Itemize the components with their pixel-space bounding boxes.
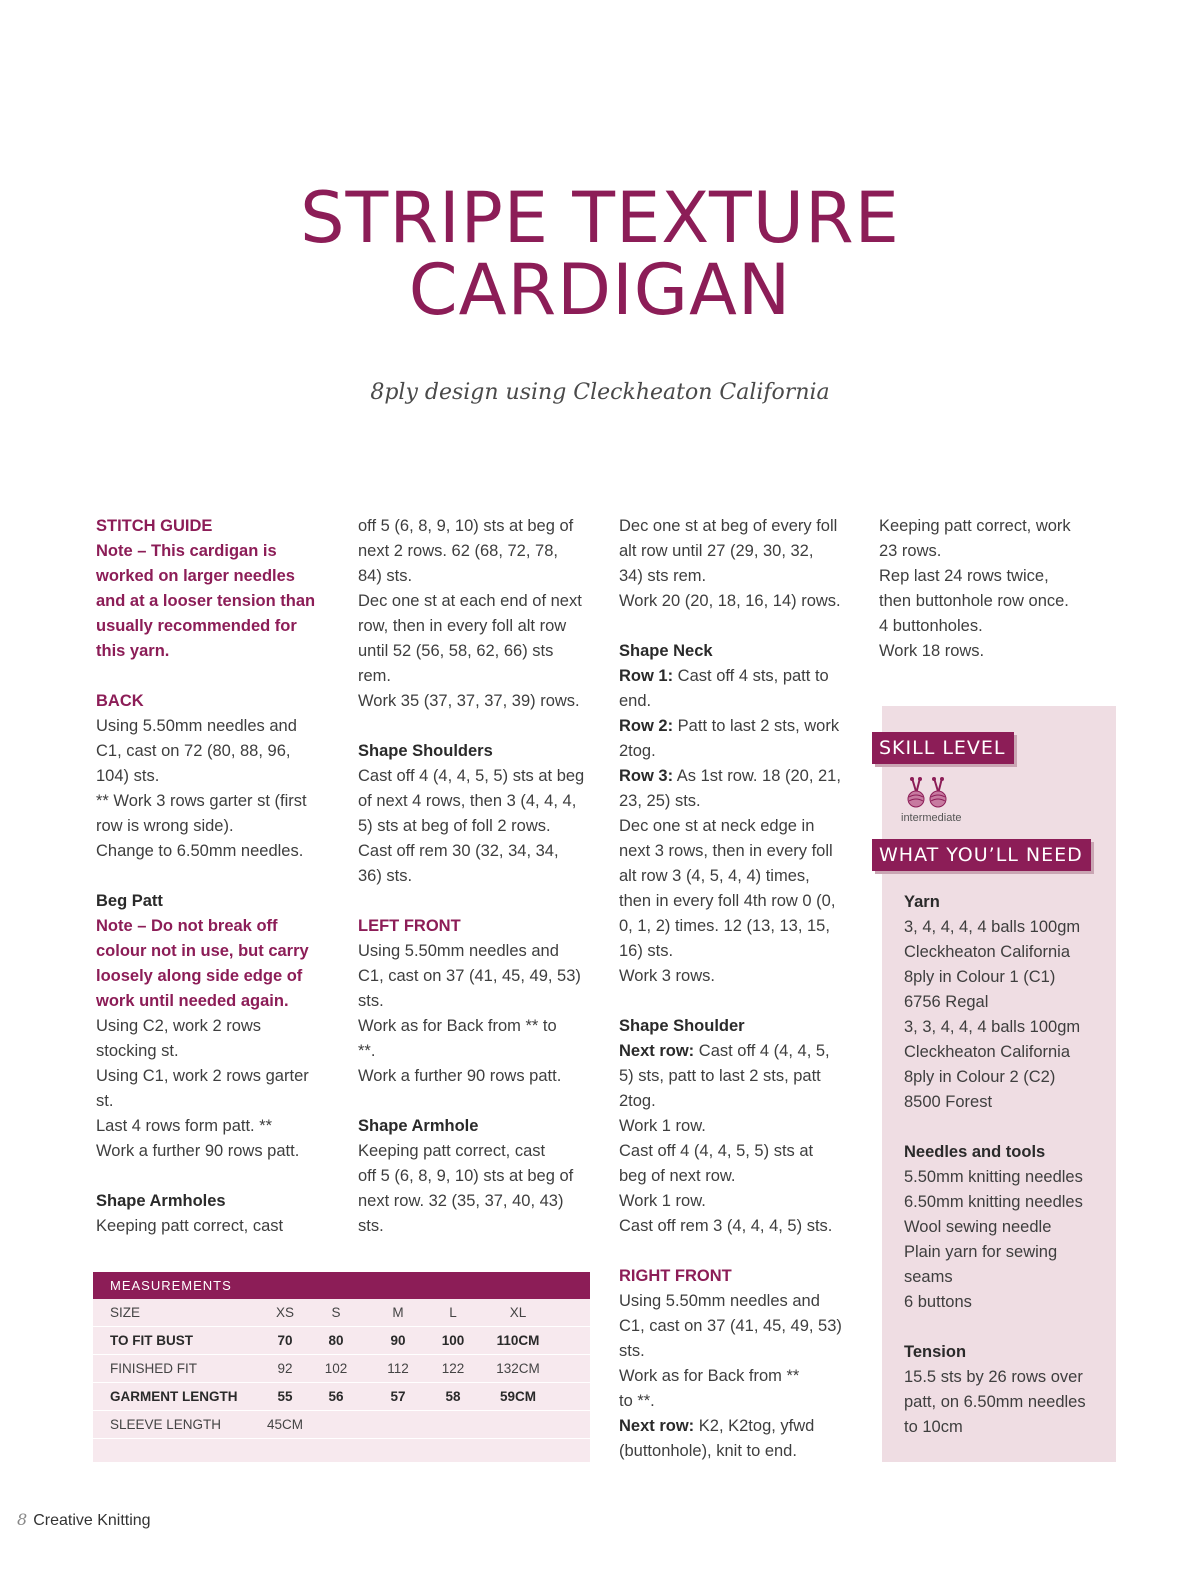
text-line [904,1040,1109,1065]
text-line [904,1190,1109,1215]
table-cell: XS [275,1305,294,1320]
line-text: and at a looser tension than [96,592,316,610]
spacer [358,1089,598,1114]
row-header-cell: FINISHED FIT [110,1361,197,1376]
line-text: Work as for Back from ** to [358,1017,557,1035]
materials-list [904,890,1109,1440]
text-line [96,1139,336,1164]
line-text: next 2 rows. 62 (68, 72, 78, [358,542,558,560]
line-text: Keeping patt correct, cast [96,1217,284,1235]
page-number: 8 [17,1510,28,1529]
line-text: Shape Neck [619,642,713,660]
line-text: Needles and tools [904,1143,1046,1161]
table-cell: 90 [390,1333,406,1348]
line-text: 2tog. [619,1092,656,1110]
text-line [904,1065,1109,1090]
table-cell: 122 [441,1361,465,1376]
line-text: then buttonhole row once. [879,592,1069,610]
text-line [619,914,859,939]
table-cell: 102 [324,1361,348,1376]
column-4 [879,514,1104,664]
text-line [358,1064,598,1089]
line-text: 8500 Forest [904,1093,993,1111]
line-text: STITCH GUIDE [96,517,213,535]
text-line [96,814,336,839]
text-line [358,689,598,714]
line-text: rem. [358,667,391,685]
text-line [879,589,1104,614]
column-1 [96,514,336,1239]
text-line [358,864,598,889]
text-line [96,1014,336,1039]
text-line [879,614,1104,639]
text-line [96,1114,336,1139]
line-text: Cast off 4 sts, patt to [673,667,829,685]
table-cell: 57 [390,1389,406,1404]
text-line [904,1240,1109,1265]
line-text: 23, 25) sts. [619,792,701,810]
line-text: Keeping patt correct, work [879,517,1071,535]
row-header-cell: SIZE [110,1305,141,1320]
line-text: Shape Armhole [358,1117,479,1135]
section-heading [96,514,336,539]
row-header-cell: TO FIT BUST [110,1333,193,1348]
text-line [96,1064,336,1089]
note-line [96,564,336,589]
section-heading [96,689,336,714]
table-row [93,1299,590,1327]
text-line [358,939,598,964]
line-text: of next 4 rows, then 3 (4, 4, 4, [358,792,577,810]
text-line [358,964,598,989]
table-cell: 100 [441,1333,465,1348]
text-line [904,1015,1109,1040]
text-line [619,1089,859,1114]
line-text: Dec one st at neck edge in [619,817,815,835]
line-text: st. [96,1092,114,1110]
note-line [96,589,336,614]
table-row [93,1355,590,1383]
table-cell: L [449,1305,457,1320]
line-text: next 3 rows, then in every foll [619,842,833,860]
text-line [619,539,859,564]
text-line [619,889,859,914]
text-line [619,964,859,989]
line-text: Plain yarn for sewing [904,1243,1058,1261]
row-header-cell: GARMENT LENGTH [110,1389,238,1404]
line-text: Shape Shoulder [619,1017,745,1035]
text-line [619,764,859,789]
text-line [619,789,859,814]
text-line [358,764,598,789]
line-text: Cast off rem 3 (4, 4, 4, 5) sts. [619,1217,833,1235]
measurements-heading: MEASUREMENTS [93,1272,590,1299]
table-cell: 59CM [499,1389,536,1404]
text-line [619,1064,859,1089]
text-line [619,814,859,839]
section-heading [904,1340,1109,1365]
section-heading [358,1114,598,1139]
line-text: **. [358,1042,376,1060]
section-heading [619,639,859,664]
note-line [96,989,336,1014]
line-text: patt, on 6.50mm needles [904,1393,1086,1411]
text-line [619,1214,859,1239]
note-line [96,914,336,939]
line-text: sts. [358,992,384,1010]
table-cell: S [331,1305,341,1320]
line-text: Using 5.50mm needles and [358,942,559,960]
line-text: 6 buttons [904,1293,972,1311]
table-cell: 110CM [496,1333,540,1348]
row-label: Row 1: [619,667,674,685]
text-line [358,664,598,689]
line-text: C1, cast on 72 (80, 88, 96, [96,742,291,760]
text-line [96,714,336,739]
section-heading [619,1014,859,1039]
line-text: stocking st. [96,1042,179,1060]
text-line [619,1314,859,1339]
table-row [93,1383,590,1411]
table-cell: XL [509,1305,527,1320]
text-line [358,1039,598,1064]
table-row [93,1411,590,1439]
section-heading [619,1264,859,1289]
table-cell: 80 [328,1333,344,1348]
line-text: Work a further 90 rows patt. [358,1067,562,1085]
column-2 [358,514,598,1239]
line-text: Work 3 rows. [619,967,715,985]
line-text: 2tog. [619,742,656,760]
line-text: As 1st row. 18 (20, 21, [673,767,841,785]
line-text: 5.50mm knitting needles [904,1168,1083,1186]
note-line [96,964,336,989]
page-title [0,177,1200,331]
line-text: Shape Armholes [96,1192,226,1210]
line-text: 4 buttonholes. [879,617,983,635]
line-text: Work 35 (37, 37, 37, 39) rows. [358,692,580,710]
line-text: end. [619,692,652,710]
text-line [358,614,598,639]
line-text: Work 18 rows. [879,642,985,660]
line-text: until 52 (56, 58, 62, 66) sts [358,642,554,660]
text-line [96,1214,336,1239]
text-line [619,589,859,614]
text-line [904,1165,1109,1190]
text-line [96,1039,336,1064]
line-text: alt row until 27 (29, 30, 32, [619,542,814,560]
line-text: Beg Patt [96,892,163,910]
section-heading [358,739,598,764]
note-line [96,614,336,639]
table-cell: M [392,1305,404,1320]
line-text: 15.5 sts by 26 rows over [904,1368,1083,1386]
text-line [619,1164,859,1189]
text-line [619,1139,859,1164]
table-cell: 45CM [266,1417,303,1432]
text-line [619,664,859,689]
text-line [904,990,1109,1015]
line-text: Dec one st at beg of every foll [619,517,838,535]
text-line [358,789,598,814]
line-text: Cleckheaton California [904,1043,1071,1061]
note-line [96,939,336,964]
text-line [358,1164,598,1189]
text-line [904,940,1109,965]
text-line [358,1014,598,1039]
text-line [619,839,859,864]
line-text: 5) sts, patt to last 2 sts, patt [619,1067,821,1085]
text-line [358,589,598,614]
spacer [358,714,598,739]
line-text: K2, K2tog, yfwd [694,1417,815,1435]
text-line [619,514,859,539]
section-heading [904,1140,1109,1165]
measurements-table [93,1272,590,1462]
text-line [619,564,859,589]
line-text: worked on larger needles [96,567,295,585]
text-line [619,714,859,739]
text-line [358,989,598,1014]
line-text: Note – This cardigan is [96,542,277,560]
line-text: work until needed again. [96,992,289,1010]
text-line [619,1289,859,1314]
line-text: Dec one st at each end of next [358,592,582,610]
publication-name: Creative Knitting [33,1512,151,1529]
skill-level-heading: SKILL LEVEL [872,732,1014,764]
text-line [904,1265,1109,1290]
text-line [619,864,859,889]
line-text: 0, 1, 2) times. 12 (13, 13, 15, [619,917,830,935]
line-text: 36) sts. [358,867,413,885]
line-text: Wool sewing needle [904,1218,1052,1236]
line-text: row, then in every foll alt row [358,617,567,635]
table-cell: 56 [328,1389,344,1404]
line-text: sts. [619,1342,645,1360]
line-text: Last 4 rows form patt. ** [96,1117,273,1135]
text-line [619,1439,859,1464]
text-line [358,639,598,664]
line-text: Patt to last 2 sts, work [673,717,840,735]
note-line [96,539,336,564]
spacer [619,614,859,639]
line-text: Work 1 row. [619,1192,706,1210]
line-text: Cleckheaton California [904,943,1071,961]
line-text: sts. [358,1217,384,1235]
spacer [96,864,336,889]
text-line [358,1189,598,1214]
line-text: alt row 3 (4, 5, 4, 4) times, [619,867,810,885]
line-text: to 10cm [904,1418,963,1436]
spacer [904,1115,1109,1140]
line-text: Work 20 (20, 18, 16, 14) rows. [619,592,841,610]
line-text: off 5 (6, 8, 9, 10) sts at beg of [358,1167,574,1185]
spacer [904,1315,1109,1340]
text-line [879,564,1104,589]
line-text: Yarn [904,893,940,911]
text-line [96,789,336,814]
line-text: row is wrong side). [96,817,234,835]
text-line [879,539,1104,564]
column-3 [619,514,859,1464]
line-text: Using 5.50mm needles and [96,717,297,735]
line-text: 16) sts. [619,942,674,960]
table-cell: 58 [445,1389,461,1404]
row-header-cell: SLEEVE LENGTH [110,1417,222,1432]
line-text: seams [904,1268,953,1286]
line-text: next row. 32 (35, 37, 40, 43) [358,1192,564,1210]
line-text: 5) sts at beg of foll 2 rows. [358,817,551,835]
row-label: Next row: [619,1042,695,1060]
text-line [904,1415,1109,1440]
line-text: Using C2, work 2 rows [96,1017,262,1035]
text-line [619,1389,859,1414]
line-text: RIGHT FRONT [619,1267,732,1285]
line-text: Using C1, work 2 rows garter [96,1067,309,1085]
page-subtitle: 8ply design using Cleckheaton California [370,380,830,405]
line-text: 3, 3, 4, 4, 4 balls 100gm [904,1018,1081,1036]
text-line [904,1390,1109,1415]
text-line [904,1290,1109,1315]
line-text: 34) sts rem. [619,567,707,585]
spacer [358,889,598,914]
text-line [619,1114,859,1139]
text-line [619,1189,859,1214]
line-text: to **. [619,1392,655,1410]
line-text: 8ply in Colour 1 (C1) [904,968,1056,986]
table-cell: 132CM [496,1361,540,1376]
text-line [358,839,598,864]
line-text: 6.50mm knitting needles [904,1193,1083,1211]
text-line [619,689,859,714]
text-line [358,814,598,839]
table-cell: 70 [277,1333,293,1348]
line-text: C1, cast on 37 (41, 45, 49, 53) [619,1317,842,1335]
line-text: Work as for Back from ** [619,1367,800,1385]
spacer [619,989,859,1014]
line-text: Work a further 90 rows patt. [96,1142,300,1160]
text-line [619,739,859,764]
line-text: colour not in use, but carry [96,942,309,960]
section-heading [358,914,598,939]
line-text: 3, 4, 4, 4, 4 balls 100gm [904,918,1081,936]
line-text: Keeping patt correct, cast [358,1142,546,1160]
measurements-rows [93,1299,590,1439]
line-text: this yarn. [96,642,170,660]
table-row [93,1327,590,1355]
line-text: Cast off 4 (4, 4, 5, [694,1042,830,1060]
spacer [619,1239,859,1264]
line-text: Rep last 24 rows twice, [879,567,1049,585]
line-text: Work 1 row. [619,1117,706,1135]
text-line [96,764,336,789]
line-text: off 5 (6, 8, 9, 10) sts at beg of [358,517,574,535]
title-line-2: CARDIGAN [408,249,792,331]
text-line [619,1414,859,1439]
line-text: 6756 Regal [904,993,989,1011]
line-text: LEFT FRONT [358,917,461,935]
line-text: C1, cast on 37 (41, 45, 49, 53) [358,967,581,985]
line-text: Change to 6.50mm needles. [96,842,304,860]
text-line [96,839,336,864]
row-label: Row 2: [619,717,674,735]
line-text: 8ply in Colour 2 (C2) [904,1068,1056,1086]
text-line [904,1215,1109,1240]
line-text: Cast off rem 30 (32, 34, 34, [358,842,559,860]
line-text: Using 5.50mm needles and [619,1292,820,1310]
line-text: Shape Shoulders [358,742,493,760]
row-label: Next row: [619,1417,695,1435]
section-heading [96,889,336,914]
text-line [904,1090,1109,1115]
spacer [96,664,336,689]
text-line [96,1089,336,1114]
line-text: Tension [904,1343,967,1361]
note-line [96,639,336,664]
text-line [879,514,1104,539]
text-line [358,539,598,564]
line-text: usually recommended for [96,617,297,635]
line-text: Cast off 4 (4, 4, 5, 5) sts at beg [358,767,585,785]
text-line [358,564,598,589]
table-cell: 112 [387,1361,409,1376]
line-text: ** Work 3 rows garter st (first [96,792,307,810]
line-text: loosely along side edge of [96,967,303,985]
page-footer [17,1510,151,1530]
text-line [96,739,336,764]
text-line [358,1139,598,1164]
spacer [96,1164,336,1189]
line-text: BACK [96,692,144,710]
text-line [904,915,1109,940]
skill-level-value: intermediate [901,812,962,824]
text-line [619,939,859,964]
table-cell: 55 [277,1389,293,1404]
text-line [358,514,598,539]
title-line-1: STRIPE TEXTURE [300,177,900,259]
what-youll-need-heading: WHAT YOU’LL NEED [872,839,1091,871]
section-heading [904,890,1109,915]
line-text: 104) sts. [96,767,160,785]
line-text: 84) sts. [358,567,413,585]
text-line [904,1365,1109,1390]
section-heading [96,1189,336,1214]
line-text: then in every foll 4th row 0 (0, [619,892,836,910]
text-line [619,1339,859,1364]
text-line [619,1364,859,1389]
row-label: Row 3: [619,767,674,785]
text-line [619,1039,859,1064]
knitting-needles-yarn-icon [904,776,960,815]
line-text: 23 rows. [879,542,942,560]
line-text: beg of next row. [619,1167,736,1185]
line-text: Cast off 4 (4, 4, 5, 5) sts at [619,1142,814,1160]
text-line [879,639,1104,664]
text-line [358,1214,598,1239]
text-line [904,965,1109,990]
line-text: Note – Do not break off [96,917,278,935]
line-text: (buttonhole), knit to end. [619,1442,797,1460]
table-cell: 92 [277,1361,293,1376]
